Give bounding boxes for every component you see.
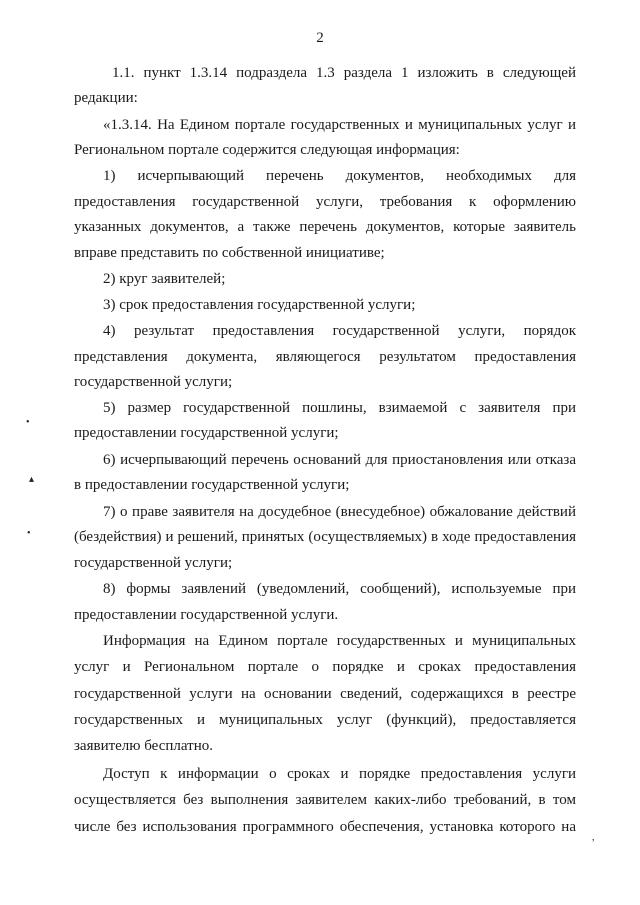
scan-mark: • (27, 528, 31, 539)
scan-mark: • (26, 417, 30, 428)
text-line: вправе представить по собственной инициативе; (74, 245, 385, 261)
text-line: 3) срок предоставления государственной услуги; (103, 297, 416, 313)
text-line: государственной услуги; (74, 374, 233, 390)
text-line: предоставления государственной услуги, требования к оформлению (74, 194, 576, 210)
text-line: 1) исчерпывающий перечень документов, необходимых для (103, 168, 576, 184)
text-line: предоставлении государственной услуги; (74, 425, 339, 441)
text-line: «1.3.14. На Едином портале государственных и муниципальных услуг и (103, 117, 576, 133)
text-line: осуществляется без выполнения заявителем каких-либо требований, в том (74, 792, 576, 808)
text-line: 2) круг заявителей; (103, 271, 226, 287)
text-line: заявителю бесплатно. (74, 738, 213, 754)
text-line: 8) формы заявлений (уведомлений, сообщений), используемые при (103, 581, 576, 597)
text-line: представления документа, являющегося результатом предоставления (74, 349, 576, 365)
text-line: указанных документов, а также перечень документов, которые заявитель (74, 219, 576, 235)
text-line: Региональном портале содержится следующая информация: (74, 142, 460, 158)
text-line: Информация на Едином портале государственных и муниципальных (103, 633, 576, 649)
page-number: 2 (316, 30, 324, 46)
text-line: услуг и Региональном портале о порядке и сроках предоставления (74, 659, 576, 675)
text-line: 7) о праве заявителя на досудебное (внесудебное) обжалование действий (103, 504, 576, 520)
text-line: 4) результат предоставления государственной услуги, порядок (103, 323, 576, 339)
scan-mark: , (592, 832, 595, 843)
text-line: 6) исчерпывающий перечень оснований для приостановления или отказа (103, 452, 576, 468)
scan-mark: ▴ (29, 474, 35, 485)
text-line: Доступ к информации о сроках и порядке предоставления услуги (103, 766, 576, 782)
text-line: в предоставлении государственной услуги; (74, 477, 350, 493)
text-line: государственных и муниципальных услуг (функций), предоставляется (74, 712, 576, 728)
text-line: числе без использования программного обеспечения, установка которого на (74, 819, 576, 835)
text-line: 5) размер государственной пошлины, взимаемой с заявителя при (103, 400, 576, 416)
text-line: предоставлении государственной услуги. (74, 607, 339, 623)
text-line: государственной услуги на основании сведений, содержащихся в реестре (74, 686, 576, 702)
text-line: (бездействия) и решений, принятых (осуществляемых) в ходе предоставления (74, 529, 576, 545)
text-line: государственной услуги; (74, 555, 233, 571)
text-line: 1.1. пункт 1.3.14 подраздела 1.3 раздела 1 изложить в следующей (112, 65, 576, 81)
text-line: редакции: (74, 90, 138, 106)
